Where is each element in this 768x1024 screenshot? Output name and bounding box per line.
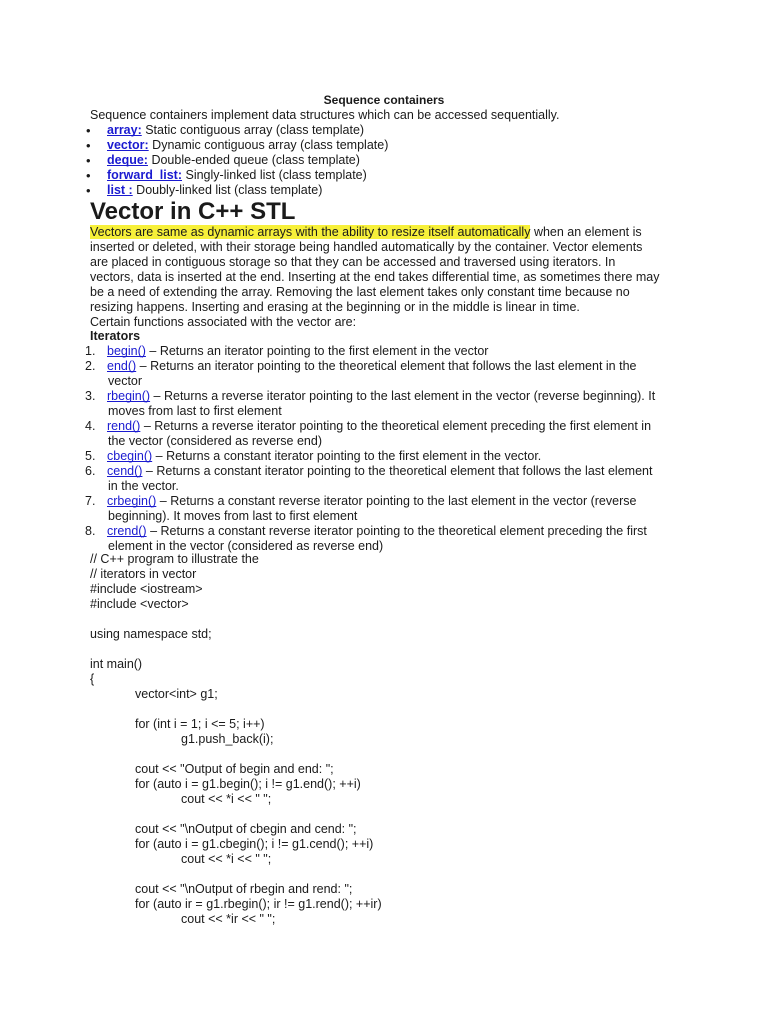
- bullet-icon: •: [86, 123, 91, 138]
- iterator-desc: element in the vector (considered as reverse end): [108, 539, 384, 553]
- iterator-desc: vector: [108, 374, 143, 388]
- container-link[interactable]: vector:: [107, 138, 149, 152]
- container-link[interactable]: list :: [107, 183, 133, 197]
- para-line: resizing happens. Inserting and erasing at the beginning or in the middle is linear in time.: [90, 300, 580, 314]
- section-heading: Vector in C++ STL: [90, 198, 296, 225]
- list-number: 2.: [85, 359, 96, 373]
- list-number: 1.: [85, 344, 96, 358]
- container-link[interactable]: deque:: [107, 153, 148, 167]
- code-line: vector<int> g1;: [135, 687, 218, 701]
- iterator-desc: in the vector.: [108, 479, 179, 493]
- iterator-desc: – Returns a constant reverse iterator pointing to the theoretical element preceding the first: [146, 524, 647, 538]
- code-line: #include <vector>: [90, 597, 189, 611]
- bullet-icon: •: [86, 183, 91, 198]
- para-line: be a need of extending the array. Removing the last element takes only constant time because no: [90, 285, 630, 299]
- iterator-desc: – Returns a constant iterator pointing to the theoretical element that follows the last element: [142, 464, 653, 478]
- iterator-link[interactable]: begin(): [107, 344, 146, 358]
- iterator-link[interactable]: end(): [107, 359, 137, 373]
- iterator-desc: moves from last to first element: [108, 404, 282, 418]
- iterator-item-continued: [108, 374, 142, 389]
- code-line: cout << "Output of begin and end: ";: [135, 762, 334, 776]
- container-item: [92, 168, 367, 183]
- list-number: 4.: [85, 419, 96, 433]
- iterator-desc: the vector (considered as reverse end): [108, 434, 322, 448]
- container-desc: Double-ended queue (class template): [147, 153, 360, 167]
- bullet-icon: •: [86, 138, 91, 153]
- list-number: 5.: [85, 449, 96, 463]
- container-desc: Singly-linked list (class template): [182, 168, 367, 182]
- list-number: 6.: [85, 464, 96, 478]
- iterator-link[interactable]: crend(): [107, 524, 147, 538]
- iterator-desc: – Returns an iterator pointing to the first element in the vector: [145, 344, 489, 358]
- code-line: cout << "\nOutput of rbegin and rend: ";: [135, 882, 353, 896]
- code-line: cout << *i << " ";: [181, 792, 272, 806]
- iterator-link[interactable]: rbegin(): [107, 389, 151, 403]
- para-line: vectors, data is inserted at the end. Inserting at the end takes differential time, as sometimes there may: [90, 270, 660, 284]
- para-line: inserted or deleted, with their storage being handled automatically by the container. Vector elements: [90, 240, 643, 254]
- container-item: [92, 183, 322, 198]
- iterator-desc: – Returns a reverse iterator pointing to the last element in the vector (reverse beginning). It: [150, 389, 656, 403]
- code-line: // iterators in vector: [90, 567, 197, 581]
- container-item: [92, 153, 360, 168]
- page-title: Sequence containers: [323, 93, 445, 107]
- iterator-desc: – Returns a constant iterator pointing to the first element in the vector.: [152, 449, 542, 463]
- iterator-desc: beginning). It moves from last to first element: [108, 509, 358, 523]
- code-line: for (int i = 1; i <= 5; i++): [135, 717, 265, 731]
- iterator-item: [96, 524, 647, 539]
- code-line: using namespace std;: [90, 627, 212, 641]
- code-line: cout << *ir << " ";: [181, 912, 276, 926]
- iterator-item: [96, 494, 636, 509]
- bullet-icon: •: [86, 168, 91, 183]
- code-line: g1.push_back(i);: [181, 732, 274, 746]
- iterator-link[interactable]: rend(): [107, 419, 141, 433]
- iterator-item-continued: [108, 404, 282, 419]
- list-number: 3.: [85, 389, 96, 403]
- list-number: 8.: [85, 524, 96, 538]
- iterator-desc: – Returns an iterator pointing to the theoretical element that follows the last element in the: [136, 359, 637, 373]
- code-line: for (auto i = g1.begin(); i != g1.end(); ++i): [135, 777, 361, 791]
- code-line: cout << "\nOutput of cbegin and cend: ";: [135, 822, 357, 836]
- iterator-item: [96, 419, 651, 434]
- iterator-link[interactable]: crbegin(): [107, 494, 157, 508]
- container-desc: Doubly-linked list (class template): [132, 183, 323, 197]
- code-line: {: [90, 672, 95, 686]
- iterator-item-continued: [108, 479, 179, 494]
- container-item: [92, 123, 364, 138]
- code-line: cout << *i << " ";: [181, 852, 272, 866]
- container-item: [92, 138, 388, 153]
- iterators-heading: Iterators: [90, 329, 141, 343]
- iterator-desc: – Returns a reverse iterator pointing to the theoretical element preceding the first element in: [140, 419, 652, 433]
- code-line: #include <iostream>: [90, 582, 203, 596]
- highlighted-text: Vectors are same as dynamic arrays with the ability to resize itself automatically: [90, 225, 531, 239]
- iterator-item: [96, 359, 636, 374]
- code-line: for (auto i = g1.cbegin(); i != g1.cend(); ++i): [135, 837, 374, 851]
- code-line: int main(): [90, 657, 143, 671]
- iterator-item: [96, 344, 488, 359]
- para-line-1: [90, 225, 642, 240]
- iterator-link[interactable]: cend(): [107, 464, 143, 478]
- iterator-item: [96, 449, 541, 464]
- code-line: // C++ program to illustrate the: [90, 552, 259, 566]
- para-line: are placed in contiguous storage so that they can be accessed and traversed using iterators. In: [90, 255, 616, 269]
- iterator-item: [96, 464, 652, 479]
- container-link[interactable]: array:: [107, 123, 142, 137]
- list-number: 7.: [85, 494, 96, 508]
- iterator-item: [96, 389, 655, 404]
- iterator-item-continued: [108, 434, 322, 449]
- para-line-1-rest: when an element is: [530, 225, 642, 239]
- container-desc: Static contiguous array (class template): [141, 123, 365, 137]
- intro-text: Sequence containers implement data structures which can be accessed sequentially.: [90, 108, 560, 122]
- iterator-item-continued: [108, 509, 357, 524]
- bullet-icon: •: [86, 153, 91, 168]
- para-line: Certain functions associated with the vector are:: [90, 315, 357, 329]
- code-line: for (auto ir = g1.rbegin(); ir != g1.rend(); ++ir): [135, 897, 382, 911]
- iterator-desc: – Returns a constant reverse iterator pointing to the last element in the vector (reverse: [156, 494, 637, 508]
- container-link[interactable]: forward_list:: [107, 168, 183, 182]
- container-desc: Dynamic contiguous array (class template): [148, 138, 389, 152]
- iterator-link[interactable]: cbegin(): [107, 449, 153, 463]
